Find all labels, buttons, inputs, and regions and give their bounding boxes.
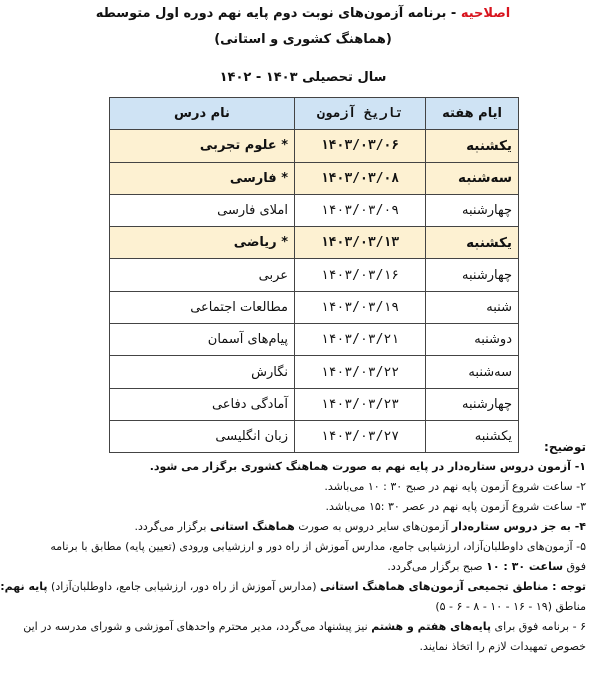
- note-5-line-1: ۵- آزمون‌های داوطلبان‌آزاد، ارزشیابی جامع، مدارس آموزش از راه دور و ارزشیابی ورودی (تعیین پایه) مطابق با برنامه: [50, 540, 586, 553]
- note-attention-mid: (مدارس آموزش از راه دور، ارزشیابی جامع، داوطلبان‌آزاد): [47, 580, 320, 593]
- note-6-a: ۶ - برنامه فوق برای: [491, 620, 586, 633]
- exam-schedule-table: [109, 97, 519, 453]
- note-2: ۲- ساعت شروع آزمون پایه نهم در صبح ۳۰ : ۱۰ می‌باشد.: [324, 480, 586, 493]
- table-row: [110, 388, 519, 420]
- cell-date: ۱۴۰۳/۰۳/۱۹: [295, 291, 426, 323]
- table-row: [110, 162, 519, 194]
- note-3: ۳- ساعت شروع آزمون پایه نهم در عصر ۳۰ :۱۵ می‌باشد.: [325, 500, 586, 513]
- header-subject: نام درس: [110, 98, 295, 130]
- cell-day: چهارشنبه: [426, 388, 519, 420]
- cell-day: یکشنبه: [426, 130, 519, 162]
- note-attention-bold: توجه : مناطق تجمیعی آزمون‌های هماهنگ استانی: [320, 580, 586, 593]
- cell-subject: مطالعات اجتماعی: [110, 291, 295, 323]
- table-row: [110, 259, 519, 291]
- cell-subject: * علوم تجربی: [110, 130, 295, 162]
- cell-day: یکشنبه: [426, 227, 519, 259]
- note-4-end: برگزار می‌گردد.: [134, 520, 210, 533]
- note-6-line-1: [20, 617, 586, 637]
- note-attention-bold2: پایه نهم:: [0, 580, 48, 593]
- note-4-bold: ۴- به جز دروس ستاره‌دار: [451, 520, 586, 533]
- note-5-line-2: [20, 557, 586, 577]
- cell-subject: * ریاضی: [110, 227, 295, 259]
- cell-date: ۱۴۰۳/۰۳/۱۳: [295, 227, 426, 259]
- note-5-b: صبح برگزار می‌گردد.: [387, 560, 487, 573]
- note-attention: [0, 577, 586, 597]
- cell-date: ۱۴۰۳/۰۳/۱۶: [295, 259, 426, 291]
- cell-day: چهارشنبه: [426, 259, 519, 291]
- notes-title: توضیح:: [544, 440, 586, 454]
- note-4-bold2: هماهنگ استانی: [209, 520, 295, 533]
- table-row: [110, 130, 519, 162]
- note-6-line-2: خصوص تمهیدات لازم را اتخاذ نمایند.: [419, 640, 586, 653]
- cell-subject: املای فارسی: [110, 194, 295, 226]
- table-row: [110, 324, 519, 356]
- cell-date: ۱۴۰۳/۰۳/۰۸: [295, 162, 426, 194]
- note-5-bold: ساعت ۳۰ : ۱۰: [486, 560, 564, 573]
- cell-day: شنبه: [426, 291, 519, 323]
- cell-day: سه‌شنبه: [426, 162, 519, 194]
- cell-date: ۱۴۰۳/۰۳/۰۹: [295, 194, 426, 226]
- cell-date: ۱۴۰۳/۰۳/۲۷: [295, 420, 426, 452]
- header-date: تاریخ آزمون: [295, 98, 426, 130]
- cell-subject: نگارش: [110, 356, 295, 388]
- table-row: [110, 291, 519, 323]
- table-header-row: [110, 98, 519, 130]
- header-day: ایام هفته: [426, 98, 519, 130]
- cell-subject: عربی: [110, 259, 295, 291]
- note-6-bold: پایه‌های هفتم و هشتم: [371, 620, 492, 633]
- cell-day: یکشنبه: [426, 420, 519, 452]
- table-row: [110, 227, 519, 259]
- cell-subject: آمادگی دفاعی: [110, 388, 295, 420]
- notes-section: [0, 437, 586, 657]
- cell-date: ۱۴۰۳/۰۳/۲۲: [295, 356, 426, 388]
- cell-date: ۱۴۰۳/۰۳/۰۶: [295, 130, 426, 162]
- note-4-mid: آزمون‌های سایر دروس به صورت: [294, 520, 452, 533]
- cell-subject: زبان انگلیسی: [110, 420, 295, 452]
- note-regions: مناطق (۱۹ - ۱۶ - ۱۰ - ۸ - ۶ - ۵): [435, 600, 586, 613]
- cell-date: ۱۴۰۳/۰۳/۲۳: [295, 388, 426, 420]
- correction-label: اصلاحیه: [460, 6, 511, 21]
- academic-year: سال تحصیلی ۱۴۰۳ - ۱۴۰۲: [219, 70, 387, 85]
- cell-subject: * فارسی: [110, 162, 295, 194]
- note-6-b: نیز پیشنهاد می‌گردد، مدیر محترم واحدهای آموزشی و شورای مدرسه در این: [23, 620, 372, 633]
- note-1: ۱- آزمون دروس ستاره‌دار در پایه نهم به صورت هماهنگ کشوری برگزار می شود.: [149, 460, 586, 473]
- note-4: [20, 517, 586, 537]
- table-row: [110, 356, 519, 388]
- cell-day: دوشنبه: [426, 324, 519, 356]
- title-text: - برنامه آزمون‌های نوبت دوم پایه نهم دوره اول متوسطه: [95, 6, 461, 21]
- cell-day: سه‌شنبه: [426, 356, 519, 388]
- cell-day: چهارشنبه: [426, 194, 519, 226]
- page-subtitle: (هماهنگ کشوری و استانی): [214, 32, 392, 47]
- table-row: [110, 194, 519, 226]
- cell-subject: پیام‌های آسمان: [110, 324, 295, 356]
- cell-date: ۱۴۰۳/۰۳/۲۱: [295, 324, 426, 356]
- note-5-a: فوق: [563, 560, 586, 573]
- page-title: [14, 6, 592, 21]
